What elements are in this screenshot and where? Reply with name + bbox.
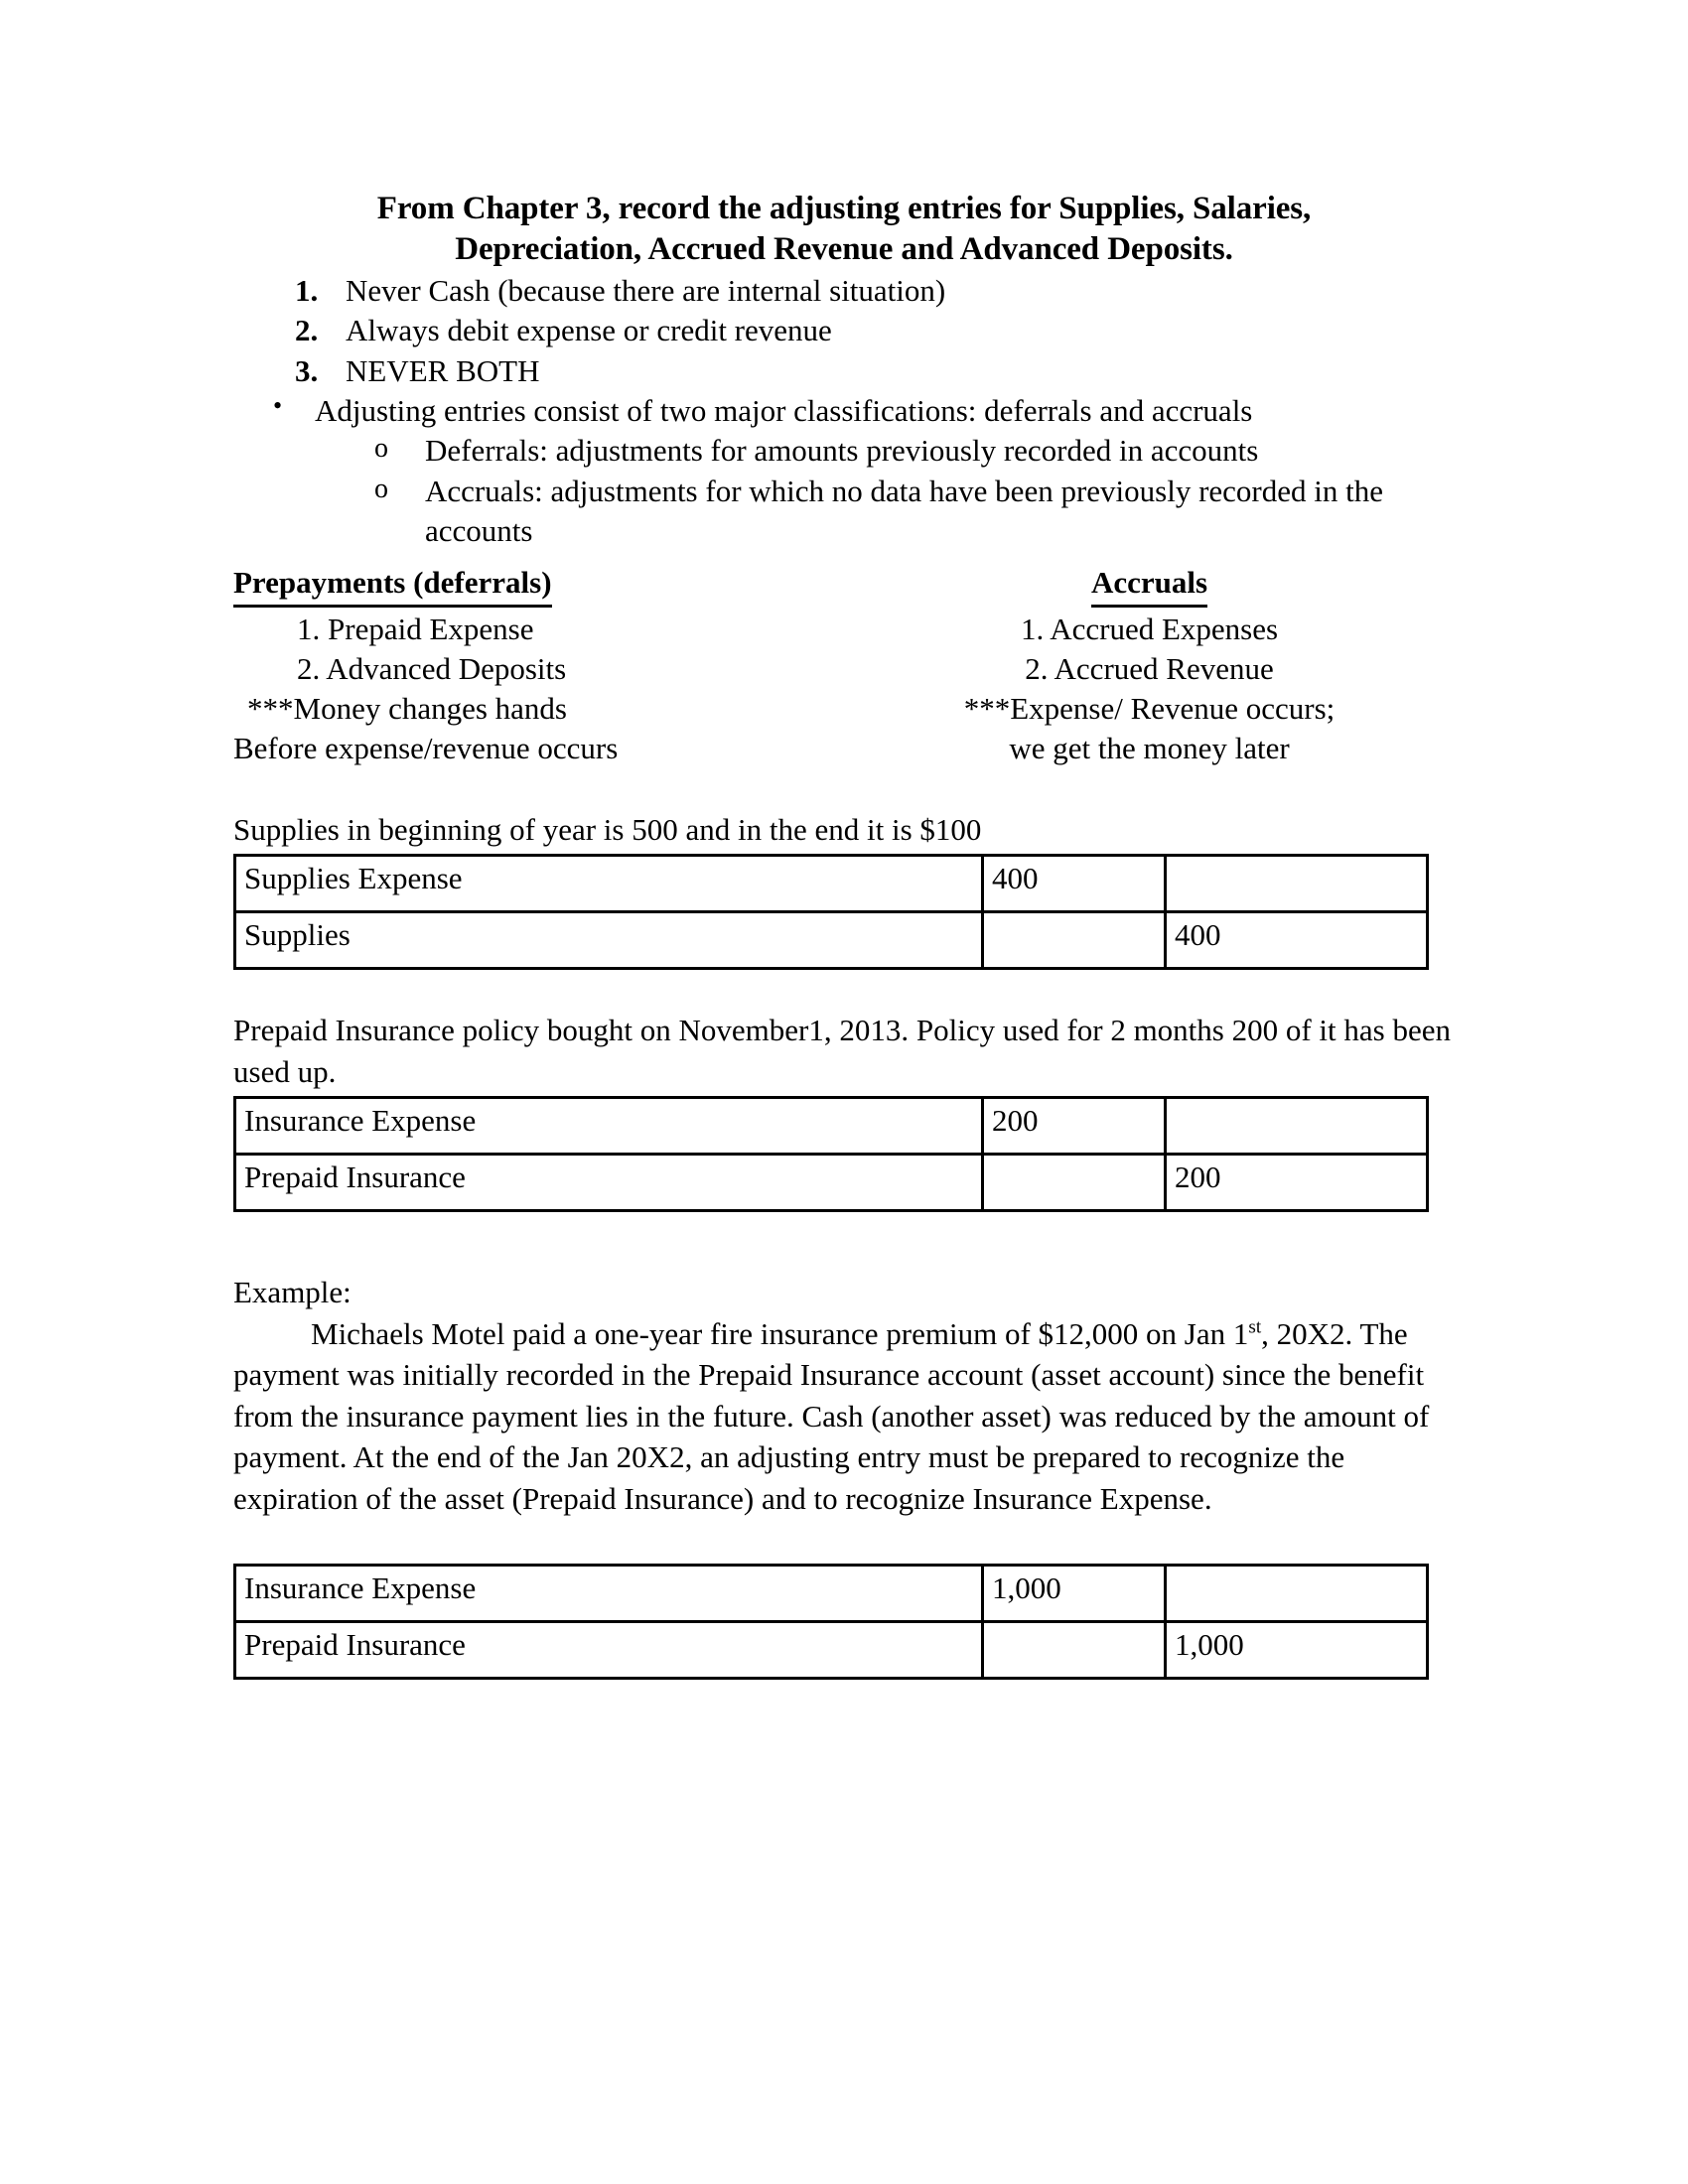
debit-cell: 400: [983, 856, 1166, 912]
example-body-part-2: , 20X2. The payment was initially recorded in the Prepaid Insurance account (asset account) since the benefit from the insurance payment lies in the future. Cash (another asset) was reduced by the amount of payment. At the end of the Jan 20X2, an adjusting entry must be prepared to recognize the expiration of the asset (Prepaid Insurance) and to recognize Insurance Expense.: [233, 1315, 1430, 1516]
account-cell: Prepaid Insurance: [235, 1155, 983, 1211]
rule-marker: 2.: [295, 313, 319, 348]
classification-sub-list: [315, 431, 1455, 551]
account-cell: Insurance Expense: [235, 1565, 983, 1621]
account-cell: Supplies: [235, 912, 983, 969]
page-title-line-1: From Chapter 3, record the adjusting entries for Supplies, Salaries,: [376, 191, 1312, 226]
account-cell: Supplies Expense: [235, 856, 983, 912]
sub-item-accruals: [315, 472, 1455, 552]
circle-bullet-icon: o: [374, 473, 388, 504]
sub-item-text: Deferrals: adjustments for amounts previously recorded in accounts: [425, 433, 1259, 469]
prepayments-heading: Prepayments (deferrals): [233, 563, 552, 607]
accruals-heading: Accruals: [1091, 563, 1207, 607]
page-title-line-2: Depreciation, Accrued Revenue and Advanced Deposits.: [455, 230, 1233, 267]
accruals-note-2: we get the money later: [1009, 731, 1290, 766]
rule-text: Always debit expense or credit revenue: [346, 313, 832, 348]
accruals-column: [844, 563, 1455, 768]
sub-item-deferrals: [315, 431, 1455, 471]
supplies-journal-table: [233, 854, 1429, 970]
debit-cell: 200: [983, 1098, 1166, 1155]
example-journal-table: [233, 1564, 1429, 1680]
prepayments-note-1: ***Money changes hands: [247, 691, 567, 727]
accruals-note-1: ***Expense/ Revenue occurs;: [963, 691, 1336, 727]
accruals-item-1: 1. Accrued Expenses: [1020, 611, 1279, 646]
example-ordinal-suffix: st: [1248, 1316, 1262, 1338]
prepayments-item-1: 1. Prepaid Expense: [297, 611, 534, 646]
example-label: Example:: [233, 1275, 352, 1310]
rule-marker: 3.: [295, 352, 319, 388]
comparison-section: [233, 563, 1455, 768]
classification-bullet-item: [233, 391, 1455, 551]
credit-cell: [1166, 1098, 1428, 1155]
account-cell: Prepaid Insurance: [235, 1621, 983, 1678]
table-row: [235, 856, 1428, 912]
accruals-item-2: 2. Accrued Revenue: [1025, 650, 1274, 686]
table-row: [235, 1155, 1428, 1211]
prepayments-note-2: Before expense/revenue occurs: [233, 731, 619, 766]
spacer: [233, 1212, 1455, 1252]
prepayments-item-2: 2. Advanced Deposits: [297, 650, 567, 686]
rule-text: Never Cash (because there are internal situation): [346, 273, 946, 309]
rule-item-1: [233, 271, 1455, 311]
example-body: [233, 1313, 1455, 1520]
prepaid-journal-table: [233, 1096, 1429, 1212]
circle-bullet-icon: o: [374, 433, 388, 465]
example-body-part-1: Michaels Motel paid a one-year fire insurance premium of $12,000 on Jan 1: [311, 1315, 1249, 1351]
credit-cell: 1,000: [1166, 1621, 1428, 1678]
rule-item-3: [233, 351, 1455, 391]
debit-cell: [983, 1621, 1166, 1678]
spacer: [233, 1520, 1455, 1560]
rules-list: [233, 271, 1455, 391]
page-title: [233, 189, 1455, 269]
credit-cell: 200: [1166, 1155, 1428, 1211]
spacer: [233, 769, 1455, 809]
classification-bullet-list: [233, 391, 1455, 551]
debit-cell: 1,000: [983, 1565, 1166, 1621]
credit-cell: [1166, 1565, 1428, 1621]
classification-bullet-text: Adjusting entries consist of two major classifications: deferrals and accruals: [315, 393, 1253, 429]
account-cell: Insurance Expense: [235, 1098, 983, 1155]
table-row: [235, 912, 1428, 969]
debit-cell: [983, 912, 1166, 969]
bullet-icon: •: [273, 391, 283, 421]
rule-text: NEVER BOTH: [346, 352, 540, 388]
rule-marker: 1.: [295, 273, 319, 309]
debit-cell: [983, 1155, 1166, 1211]
spacer: [233, 1252, 1455, 1272]
table-row: [235, 1621, 1428, 1678]
prepaid-intro: Prepaid Insurance policy bought on November1, 2013. Policy used for 2 months 200 of it has been used up.: [233, 1013, 1451, 1089]
spacer: [233, 970, 1455, 1010]
rule-item-2: [233, 311, 1455, 350]
table-row: [235, 1565, 1428, 1621]
supplies-intro: Supplies in beginning of year is 500 and in the end it is $100: [233, 811, 982, 847]
credit-cell: 400: [1166, 912, 1428, 969]
sub-item-text: Accruals: adjustments for which no data have been previously recorded in the accounts: [425, 473, 1383, 548]
table-row: [235, 1098, 1428, 1155]
prepayments-column: [233, 563, 844, 768]
credit-cell: [1166, 856, 1428, 912]
